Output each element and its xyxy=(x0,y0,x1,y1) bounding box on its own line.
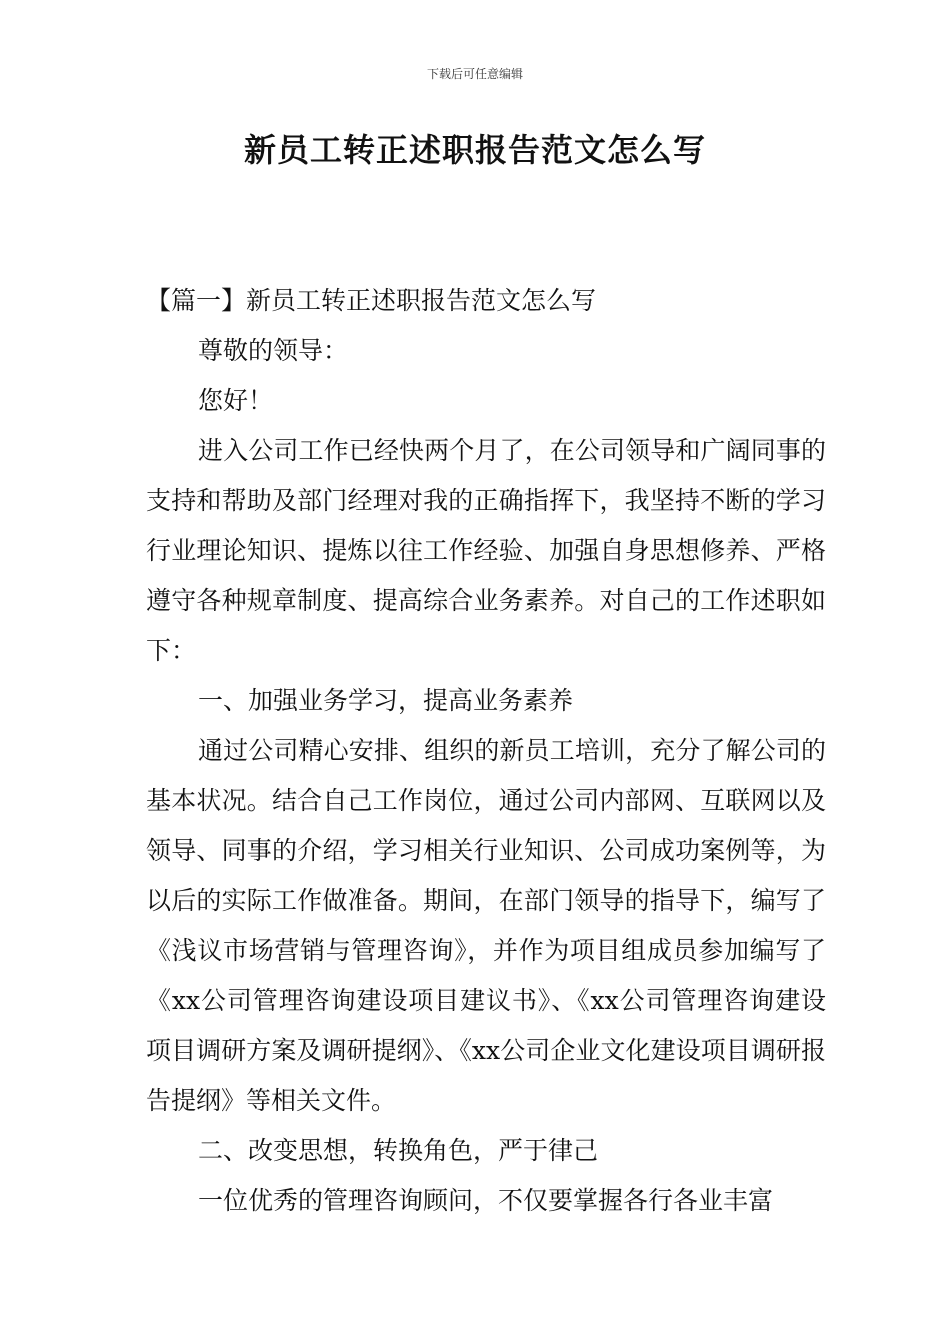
section-title: 【篇一】新员工转正述职报告范文怎么写 xyxy=(146,286,597,315)
paragraph-study: 通过公司精心安排、组织的新员工培训，充分了解公司的基本状况。结合自己工作岗位，通过公司内部网、互联网以及领导、同事的介绍，学习相关行业知识、公司成功案例等，为以后的实际工作做准备。期间，在部门领导的指导下，编写了《浅议市场营销与管理咨询》，并作为项目组成员参加编写了《xx公司管理咨询建设项目建议书》、《xx公司管理咨询建设项目调研方案及调研提纲》、《xx公司企业文化建设项目调研报告提纲》等相关文件。 xyxy=(146,736,826,1115)
document-body xyxy=(146,276,826,1226)
paragraph-consultant: 一位优秀的管理咨询顾问，不仅要掌握各行各业丰富 xyxy=(198,1186,774,1215)
paragraph-intro: 进入公司工作已经快两个月了，在公司领导和广阔同事的支持和帮助及部门经理对我的正确指挥下，我坚持不断的学习行业理论知识、提炼以往工作经验、加强自身思想修养、严格遵守各种规章制度、提高综合业务素养。对自己的工作述职如下： xyxy=(146,436,826,665)
section-heading-2: 二、改变思想，转换角色，严于律己 xyxy=(198,1136,599,1165)
greeting: 您好！ xyxy=(198,386,274,415)
salutation: 尊敬的领导： xyxy=(198,336,349,365)
page-header-note: 下载后可任意编辑 xyxy=(426,67,523,81)
document-title: 新员工转正述职报告范文怎么写 xyxy=(243,131,706,169)
section-heading-1: 一、加强业务学习，提高业务素养 xyxy=(198,686,574,715)
